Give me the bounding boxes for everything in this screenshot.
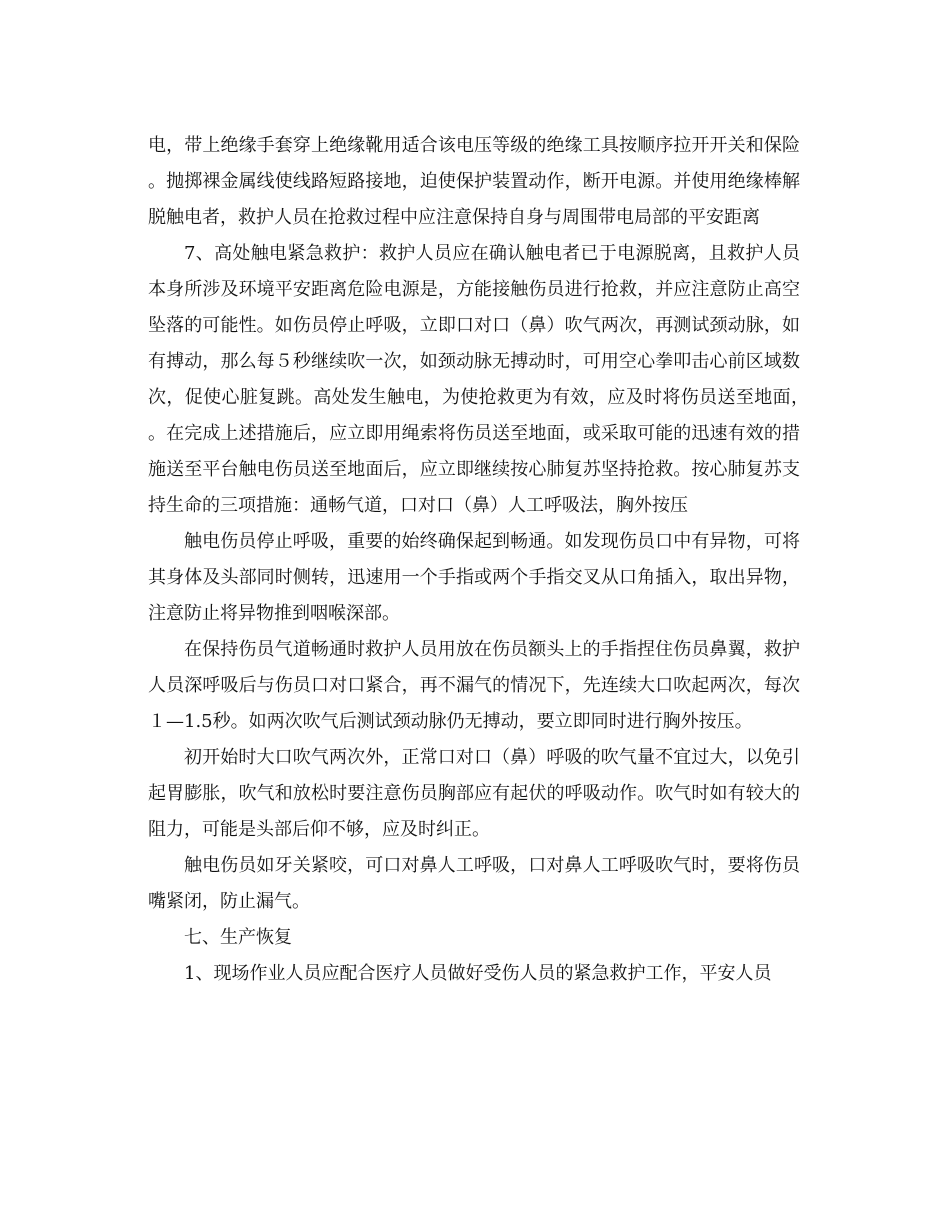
- paragraph-6: 触电伤员如牙关紧咬，可口对鼻人工呼吸，口对鼻人工呼吸吹气时，要将伤员嘴紧闭，防止漏气。: [148, 855, 800, 912]
- paragraph-1: 电，带上绝缘手套穿上绝缘靴用适合该电压等级的绝缘工具按顺序拉开开关和保险。抛掷裸金属线使线路短路接地，迫使保护装置动作，断开电源。并使用绝缘棒解脱触电者，救护人员在抢救过程中应注意保持自身与周围带电局部的平安距离: [148, 135, 800, 228]
- section-heading-7: 七、生产恢复: [184, 927, 292, 948]
- paragraph-5: 初开始时大口吹气两次外，正常口对口（鼻）呼吸的吹气量不宜过大，以免引起胃膨胀，吹气和放松时要注意伤员胸部应有起伏的呼吸动作。吹气时如有较大的阻力，可能是头部后仰不够，应及时纠正。: [148, 747, 800, 840]
- paragraph-3: 触电伤员停止呼吸，重要的始终确保起到畅通。如发现伤员口中有异物，可将其身体及头部同时侧转，迅速用一个手指或两个手指交叉从口角插入，取出异物，注意防止将异物推到咽喉深部。: [148, 531, 800, 624]
- paragraph-4: 在保持伤员气道畅通时救护人员用放在伤员额头上的手指捏住伤员鼻翼，救护人员深呼吸后与伤员口对口紧合，再不漏气的情况下，先连续大口吹起两次，每次１—1.5秒。如两次吹气后测试颈动脉仍无搏动，要立即同时进行胸外按压。: [148, 639, 800, 732]
- paragraph-8: 1、现场作业人员应配合医疗人员做好受伤人员的紧急救护工作，平安人员: [184, 963, 772, 984]
- paragraph-2: 7、高处触电紧急救护：救护人员应在确认触电者已于电源脱离，且救护人员本身所涉及环境平安距离危险电源是，方能接触伤员进行抢救，并应注意防止高空坠落的可能性。如伤员停止呼吸，立即口对口（鼻）吹气两次，再测试颈动脉，如有搏动，那么每５秒继续吹一次，如颈动脉无搏动时，可用空心拳叩击心前区域数次，促使心脏复跳。高处发生触电，为使抢救更为有效，应及时将伤员送至地面，。在完成上述措施后，应立即用绳索将伤员送至地面，或采取可能的迅速有效的措施送至平台触电伤员送至地面后，应立即继续按心肺复苏坚持抢救。按心肺复苏支持生命的三项措施：通畅气道，口对口（鼻）人工呼吸法，胸外按压: [148, 243, 800, 516]
- document-body: [148, 128, 800, 992]
